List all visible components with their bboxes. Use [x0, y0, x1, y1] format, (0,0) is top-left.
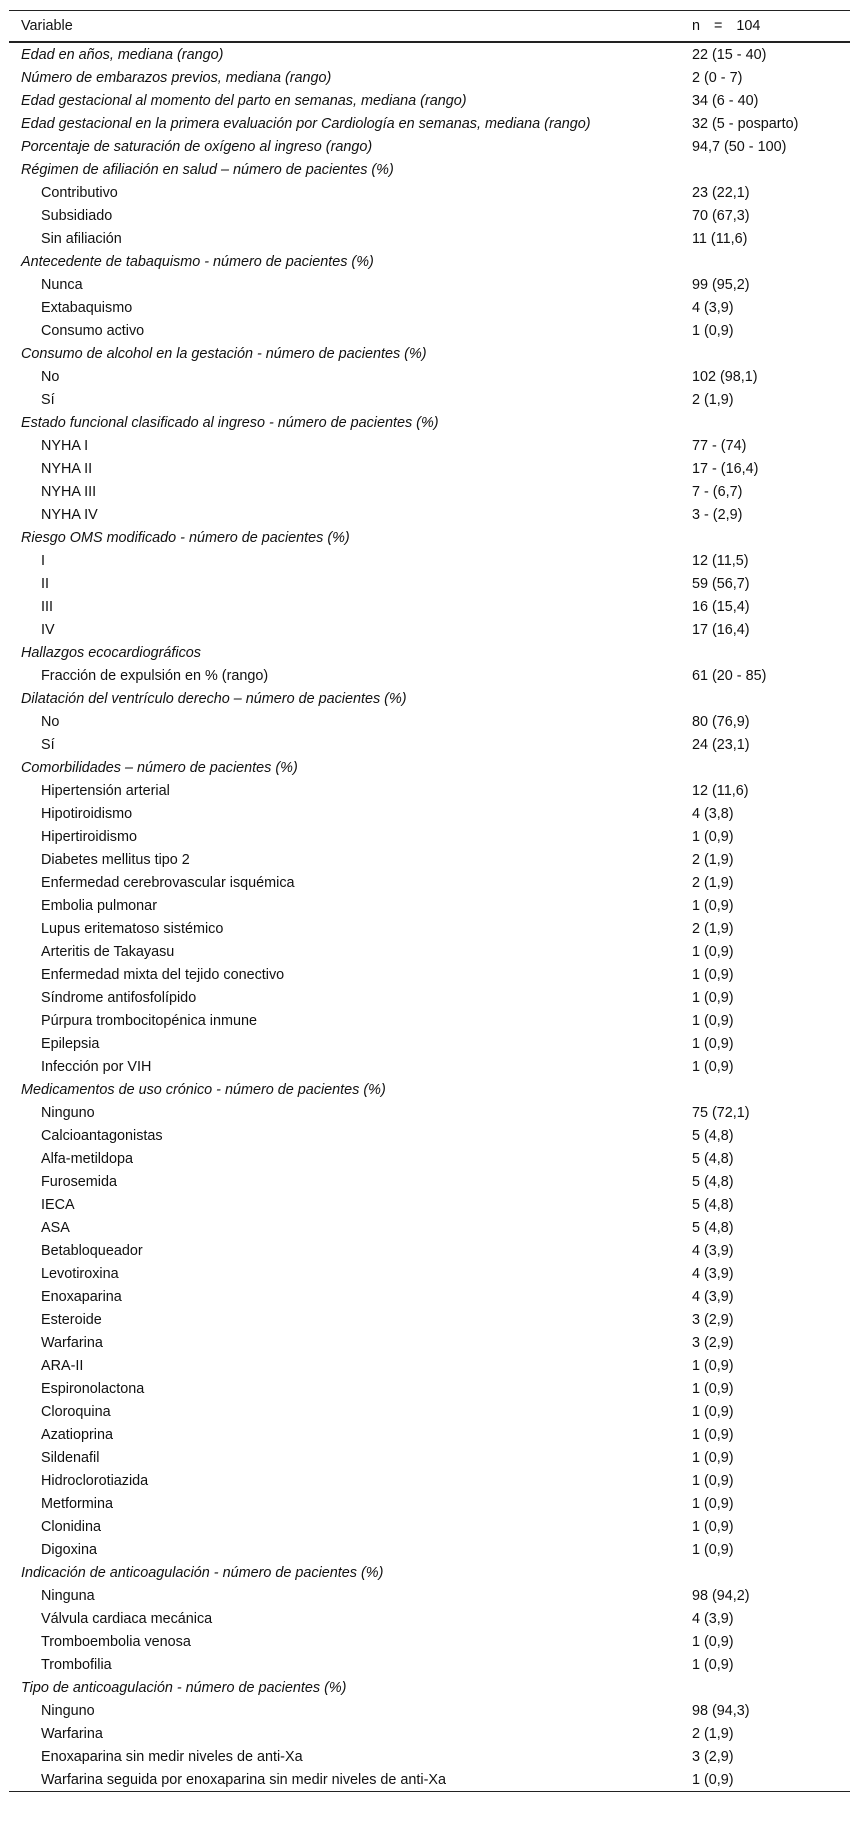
row-label: Levotiroxina	[41, 1265, 119, 1282]
row-label: Hidroclorotiazida	[41, 1472, 149, 1489]
table-section-row	[9, 1561, 850, 1584]
row-label: Ninguna	[41, 1587, 95, 1604]
row-label: Embolia pulmonar	[41, 897, 157, 914]
table-row	[9, 1607, 850, 1630]
table-section-row	[9, 526, 850, 549]
table-section-row	[9, 687, 850, 710]
table-row	[9, 1331, 850, 1354]
row-value: 1 (0,9)	[692, 1403, 734, 1420]
row-label: Sí	[41, 391, 55, 408]
table-row	[9, 779, 850, 802]
table-row	[9, 1124, 850, 1147]
row-value: 1 (0,9)	[692, 1012, 734, 1029]
row-value: 2 (1,9)	[692, 1725, 734, 1742]
row-label: Sildenafil	[41, 1449, 100, 1466]
table-row	[9, 664, 850, 687]
table-row	[9, 1630, 850, 1653]
row-label: Diabetes mellitus tipo 2	[41, 851, 190, 868]
row-label: Ninguno	[41, 1702, 95, 1719]
row-label: Consumo de alcohol en la gestación - número de pacientes (%)	[21, 345, 427, 362]
row-value: 5 (4,8)	[692, 1219, 734, 1236]
row-value: 94,7 (50 - 100)	[692, 138, 787, 155]
row-value: 4 (3,8)	[692, 805, 734, 822]
row-label: Edad en años, mediana (rango)	[21, 46, 224, 63]
table-row	[9, 1354, 850, 1377]
row-value	[680, 756, 850, 779]
row-label: Alfa-metildopa	[41, 1150, 133, 1167]
row-value: 22 (15 - 40)	[692, 46, 767, 63]
row-value: 3 (2,9)	[692, 1748, 734, 1765]
table-row	[9, 986, 850, 1009]
table-section-row	[9, 756, 850, 779]
row-label: NYHA III	[41, 483, 97, 500]
row-value: 17 - (16,4)	[692, 460, 759, 477]
table-row	[9, 963, 850, 986]
row-value	[680, 1078, 850, 1101]
row-label: Hipotiroidismo	[41, 805, 133, 822]
table-section-row	[9, 250, 850, 273]
table-row	[9, 1285, 850, 1308]
table-row	[9, 503, 850, 526]
row-value: 4 (3,9)	[692, 1610, 734, 1627]
table-row	[9, 1584, 850, 1607]
table-row	[9, 1262, 850, 1285]
row-label: Arteritis de Takayasu	[41, 943, 175, 960]
row-value: 5 (4,8)	[692, 1150, 734, 1167]
table-section-row	[9, 112, 850, 135]
row-label: III	[41, 598, 53, 615]
row-value: 3 (2,9)	[692, 1311, 734, 1328]
row-label: Azatioprina	[41, 1426, 113, 1443]
row-value: 2 (0 - 7)	[692, 69, 743, 86]
row-value	[680, 641, 850, 664]
row-value: 16 (15,4)	[692, 598, 750, 615]
table-row	[9, 549, 850, 572]
row-value: 1 (0,9)	[692, 1541, 734, 1558]
table-row	[9, 1538, 850, 1561]
row-value: 24 (23,1)	[692, 736, 750, 753]
row-label: Tromboembolia venosa	[41, 1633, 191, 1650]
row-label: Hipertensión arterial	[41, 782, 170, 799]
table-row	[9, 1515, 850, 1538]
table-row	[9, 871, 850, 894]
row-label: II	[41, 575, 49, 592]
row-value: 2 (1,9)	[692, 874, 734, 891]
row-value: 1 (0,9)	[692, 1472, 734, 1489]
row-value	[680, 250, 850, 273]
row-label: Calcioantagonistas	[41, 1127, 163, 1144]
table-row	[9, 710, 850, 733]
table-row	[9, 1446, 850, 1469]
row-value: 1 (0,9)	[692, 897, 734, 914]
row-label: No	[41, 368, 60, 385]
row-value: 1 (0,9)	[692, 828, 734, 845]
table-row	[9, 388, 850, 411]
table-section-row	[9, 411, 850, 434]
row-label: Espironolactona	[41, 1380, 145, 1397]
table-section-row	[9, 1676, 850, 1699]
table-row	[9, 434, 850, 457]
table-row	[9, 1009, 850, 1032]
table-row	[9, 204, 850, 227]
table-row	[9, 894, 850, 917]
row-value	[680, 411, 850, 434]
table-row	[9, 227, 850, 250]
row-value: 4 (3,9)	[692, 1265, 734, 1282]
row-value: 75 (72,1)	[692, 1104, 750, 1121]
table-row	[9, 1239, 850, 1262]
patient-characteristics-table	[9, 10, 850, 1792]
table-row	[9, 572, 850, 595]
row-label: Indicación de anticoagulación - número de pacientes (%)	[21, 1564, 384, 1581]
table-header-row	[9, 11, 850, 43]
row-label: Número de embarazos previos, mediana (rango)	[21, 69, 332, 86]
row-label: Digoxina	[41, 1541, 97, 1558]
table-row	[9, 365, 850, 388]
row-value: 23 (22,1)	[692, 184, 750, 201]
row-value	[680, 342, 850, 365]
row-value	[680, 158, 850, 181]
row-label: Ninguno	[41, 1104, 95, 1121]
row-value: 80 (76,9)	[692, 713, 750, 730]
row-label: Enfermedad cerebrovascular isquémica	[41, 874, 295, 891]
row-label: Síndrome antifosfolípido	[41, 989, 197, 1006]
row-label: NYHA II	[41, 460, 93, 477]
table-row	[9, 1193, 850, 1216]
row-label: Medicamentos de uso crónico - número de pacientes (%)	[21, 1081, 386, 1098]
table-row	[9, 1400, 850, 1423]
row-label: Metformina	[41, 1495, 113, 1512]
row-label: Warfarina	[41, 1725, 103, 1742]
row-label: Riesgo OMS modificado - número de pacientes (%)	[21, 529, 350, 546]
row-value: 1 (0,9)	[680, 1768, 850, 1792]
row-value: 1 (0,9)	[692, 1380, 734, 1397]
row-label: Edad gestacional al momento del parto en semanas, mediana (rango)	[21, 92, 467, 109]
row-value: 1 (0,9)	[692, 1058, 734, 1075]
table-section-row	[9, 1078, 850, 1101]
row-label: Contributivo	[41, 184, 118, 201]
row-value: 102 (98,1)	[692, 368, 758, 385]
table-row	[9, 1469, 850, 1492]
row-label: Nunca	[41, 276, 83, 293]
row-value: 61 (20 - 85)	[692, 667, 767, 684]
row-value: 12 (11,5)	[692, 552, 749, 569]
row-value: 4 (3,9)	[692, 1288, 734, 1305]
row-value: 3 (2,9)	[692, 1334, 734, 1351]
table-row	[9, 1699, 850, 1722]
table-row	[9, 940, 850, 963]
row-value: 34 (6 - 40)	[692, 92, 759, 109]
row-value: 2 (1,9)	[692, 391, 734, 408]
row-value: 1 (0,9)	[692, 1495, 734, 1512]
row-label: Infección por VIH	[41, 1058, 152, 1075]
row-value: 99 (95,2)	[692, 276, 750, 293]
row-label: NYHA I	[41, 437, 89, 454]
table-section-row	[9, 342, 850, 365]
row-value	[680, 526, 850, 549]
row-value: 2 (1,9)	[692, 920, 734, 937]
row-label: Régimen de afiliación en salud – número de pacientes (%)	[21, 161, 394, 178]
row-label: Trombofilia	[41, 1656, 112, 1673]
table-row	[9, 733, 850, 756]
row-label: Lupus eritematoso sistémico	[41, 920, 224, 937]
row-label: Extabaquismo	[41, 299, 133, 316]
row-label: Dilatación del ventrículo derecho – número de pacientes (%)	[21, 690, 407, 707]
row-value: 12 (11,6)	[692, 782, 749, 799]
table-row	[9, 825, 850, 848]
table-row	[9, 917, 850, 940]
table-row	[9, 1423, 850, 1446]
table-row	[9, 319, 850, 342]
table-row	[9, 296, 850, 319]
row-value: 1 (0,9)	[692, 989, 734, 1006]
table-row	[9, 1216, 850, 1239]
table-row	[9, 1653, 850, 1676]
row-label: IV	[41, 621, 55, 638]
table-row	[9, 1170, 850, 1193]
row-value: 32 (5 - posparto)	[692, 115, 799, 132]
row-label: Válvula cardiaca mecánica	[41, 1610, 213, 1627]
row-value: 2 (1,9)	[692, 851, 734, 868]
row-value: 1 (0,9)	[692, 1656, 734, 1673]
row-label: NYHA IV	[41, 506, 98, 523]
table-section-row	[9, 135, 850, 158]
table-row	[9, 848, 850, 871]
table-row	[9, 1768, 850, 1792]
row-value: 1 (0,9)	[692, 1035, 734, 1052]
table-section-row	[9, 42, 850, 66]
row-label: Sin afiliación	[41, 230, 122, 247]
table-section-row	[9, 66, 850, 89]
row-label: Fracción de expulsión en % (rango)	[41, 667, 269, 684]
row-label: Enoxaparina	[41, 1288, 122, 1305]
row-label: Epilepsia	[41, 1035, 100, 1052]
table-row	[9, 1722, 850, 1745]
row-label: Warfarina	[41, 1334, 103, 1351]
table-row	[9, 1492, 850, 1515]
row-label: ARA-II	[41, 1357, 84, 1374]
row-value: 1 (0,9)	[692, 1633, 734, 1650]
table-row	[9, 802, 850, 825]
row-label: Púrpura trombocitopénica inmune	[41, 1012, 257, 1029]
table-row	[9, 1055, 850, 1078]
row-value	[680, 1561, 850, 1584]
table-row	[9, 1308, 850, 1331]
row-value: 7 - (6,7)	[692, 483, 743, 500]
row-value: 1 (0,9)	[692, 966, 734, 983]
row-value: 5 (4,8)	[692, 1196, 734, 1213]
row-value: 4 (3,9)	[692, 299, 734, 316]
table-row	[9, 1377, 850, 1400]
table-section-row	[9, 158, 850, 181]
row-label: IECA	[41, 1196, 75, 1213]
row-value: 59 (56,7)	[692, 575, 750, 592]
row-label: Hipertiroidismo	[41, 828, 137, 845]
row-label: Comorbilidades – número de pacientes (%)	[21, 759, 298, 776]
table-row	[9, 480, 850, 503]
row-value: 4 (3,9)	[692, 1242, 734, 1259]
row-value	[680, 687, 850, 710]
row-value: 5 (4,8)	[692, 1173, 734, 1190]
row-label: Subsidiado	[41, 207, 113, 224]
row-value: 98 (94,2)	[692, 1587, 750, 1604]
row-value: 1 (0,9)	[692, 1426, 734, 1443]
table-row	[9, 595, 850, 618]
table-row	[9, 618, 850, 641]
row-value: 70 (67,3)	[692, 207, 750, 224]
row-value: 1 (0,9)	[692, 322, 734, 339]
table-row	[9, 1032, 850, 1055]
table-row	[9, 1101, 850, 1124]
row-label: Furosemida	[41, 1173, 117, 1190]
row-label: Consumo activo	[41, 322, 145, 339]
row-label: Porcentaje de saturación de oxígeno al ingreso (rango)	[21, 138, 373, 155]
table-section-row	[9, 89, 850, 112]
row-label: Esteroide	[41, 1311, 102, 1328]
row-label: Antecedente de tabaquismo - número de pacientes (%)	[21, 253, 374, 270]
row-value: 77 - (74)	[692, 437, 747, 454]
row-label: I	[41, 552, 45, 569]
row-label: Warfarina seguida por enoxaparina sin medir niveles de anti-Xa	[9, 1768, 680, 1792]
table-row	[9, 181, 850, 204]
table-row	[9, 1745, 850, 1768]
row-label: ASA	[41, 1219, 70, 1236]
table-row	[9, 1147, 850, 1170]
table-section-row	[9, 641, 850, 664]
row-value: 1 (0,9)	[692, 1449, 734, 1466]
row-label: Clonidina	[41, 1518, 102, 1535]
table-body	[9, 42, 850, 1792]
row-label: Tipo de anticoagulación - número de pacientes (%)	[21, 1679, 347, 1696]
row-value	[680, 1676, 850, 1699]
row-value: 11 (11,6)	[692, 230, 748, 247]
row-value: 3 - (2,9)	[692, 506, 743, 523]
row-label: Cloroquina	[41, 1403, 111, 1420]
row-label: Estado funcional clasificado al ingreso - número de pacientes (%)	[21, 414, 439, 431]
row-label: Sí	[41, 736, 55, 753]
row-label: Enfermedad mixta del tejido conectivo	[41, 966, 285, 983]
table-row	[9, 273, 850, 296]
row-value: 5 (4,8)	[692, 1127, 734, 1144]
row-value: 1 (0,9)	[692, 1518, 734, 1535]
row-value: 98 (94,3)	[692, 1702, 750, 1719]
row-label: Betabloqueador	[41, 1242, 143, 1259]
row-value: 17 (16,4)	[692, 621, 750, 638]
row-label: Edad gestacional en la primera evaluación por Cardiología en semanas, mediana (rango)	[21, 115, 591, 132]
column-header-variable: Variable	[9, 11, 680, 43]
row-label: Hallazgos ecocardiográficos	[21, 644, 201, 661]
column-header-n: n = 104	[680, 11, 850, 43]
row-value: 1 (0,9)	[692, 1357, 734, 1374]
row-label: Enoxaparina sin medir niveles de anti-Xa	[41, 1748, 303, 1765]
table-row	[9, 457, 850, 480]
row-value: 1 (0,9)	[692, 943, 734, 960]
row-label: No	[41, 713, 60, 730]
